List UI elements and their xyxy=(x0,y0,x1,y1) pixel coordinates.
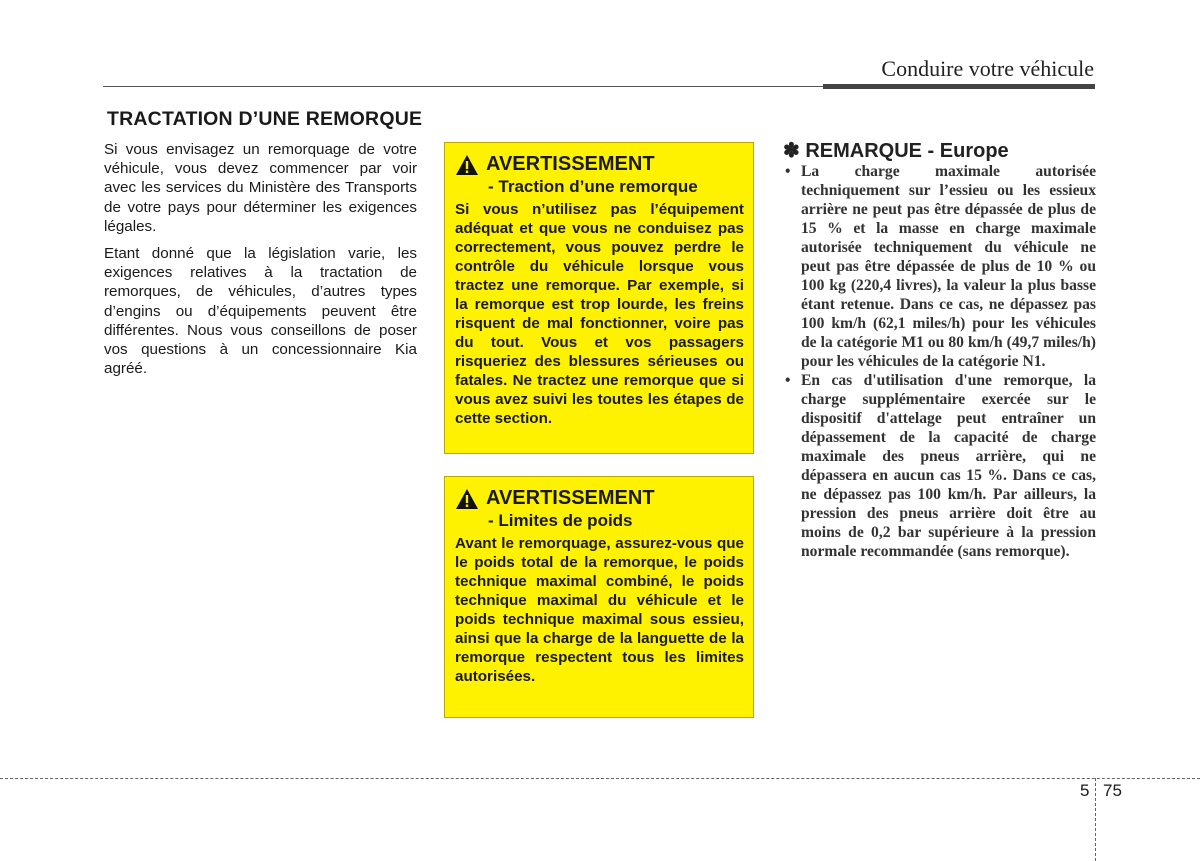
warning-triangle-icon xyxy=(455,154,479,176)
warning-body: Si vous n’utilisez pas l’équipement adéquat et que vous ne conduisez pas correctement, vous pouvez perdre le contrôle du véhicule lorsque vous tractez une remorque. Par exemple, si la remorque est trop lourde, les freins risquent de mal fonctionner, voire pas du tout. Vous et vos passagers risqueriez des blessures sérieuses ou fatales. Ne tractez une remorque que si vous avez suivi les toutes les étapes de cette section. xyxy=(455,201,744,427)
note-title: ✽ REMARQUE - Europe xyxy=(783,140,1009,162)
warning-body: Avant le remorquage, assurez-vous que le poids total de la remorque, le poids technique maximal combiné, le poids technique maximal du véhicule et le poids technique maximal sous essieu, ainsi que la charge de la languette de la remorque respectent tous les limites autorisées. xyxy=(455,535,744,685)
header-rule xyxy=(103,86,823,87)
note-item xyxy=(785,162,1096,371)
warning-title: AVERTISSEMENT xyxy=(486,153,655,175)
warning-subtitle: - Traction d’une remorque xyxy=(488,177,698,196)
note-list xyxy=(785,162,1096,561)
bullet-icon: • xyxy=(785,372,791,389)
warning-header xyxy=(455,153,744,176)
footer-vertical-divider xyxy=(1095,778,1096,861)
page-number: 75 xyxy=(1103,781,1122,800)
note-item-text: La charge maximale autorisée techniquement sur l’essieu ou les essieux arrière ne peut pas être dépassée de plus de 15 % et la masse en charge maximale autorisée techniquement du véhicule ne peut pas être dépassée de plus de 10 % ou 100 kg (220,4 livres), la valeur la plus basse étant retenue. Dans ce cas, ne dépassez pas 100 km/h (62,1 miles/h) pour les véhicules de la catégorie M1 ou 80 km/h (49,7 miles/h) pour les véhicules de la catégorie N1. xyxy=(801,163,1096,370)
warning-triangle-icon xyxy=(455,488,479,510)
warning-box-towing xyxy=(444,142,754,454)
warning-header xyxy=(455,487,744,510)
chapter-number: 5 xyxy=(1080,781,1090,800)
warning-title: AVERTISSEMENT xyxy=(486,487,655,509)
intro-column xyxy=(104,140,417,386)
header-title: Conduire votre véhicule xyxy=(881,56,1094,81)
warning-subtitle: - Limites de poids xyxy=(488,511,633,530)
footer-divider xyxy=(0,778,1200,779)
note-item-text: En cas d'utilisation d'une remorque, la charge supplémentaire exercée sur le dispositif d'attelage peut entraîner un dépassement de la capacité de charge maximale des pneus arrière, qui ne dépassera en aucun cas 15 %. Dans ce cas, ne dépassez pas 100 km/h. Par ailleurs, la pression des pneus arrière doit être au moins de 0,2 bar supérieure à la pression normale recommandée (sans remorque). xyxy=(801,372,1096,560)
bullet-icon: • xyxy=(785,163,791,180)
header-rule-accent xyxy=(823,84,1095,89)
intro-paragraph: Etant donné que la législation varie, les exigences relatives à la tractation de remorques, de véhicules, d’autres types d’engins ou d’équipements peuvent être différentes. Nous vous conseillons de poser vos questions à un concessionnaire Kia agréé. xyxy=(104,245,417,378)
warning-box-weight-limits xyxy=(444,476,754,718)
section-title: TRACTATION D’UNE REMORQUE xyxy=(107,108,423,130)
note-item xyxy=(785,371,1096,561)
intro-paragraph: Si vous envisagez un remorquage de votre véhicule, vous devez commencer par voir avec les services du Ministère des Transports de votre pays pour déterminer les exigences légales. xyxy=(104,141,417,235)
